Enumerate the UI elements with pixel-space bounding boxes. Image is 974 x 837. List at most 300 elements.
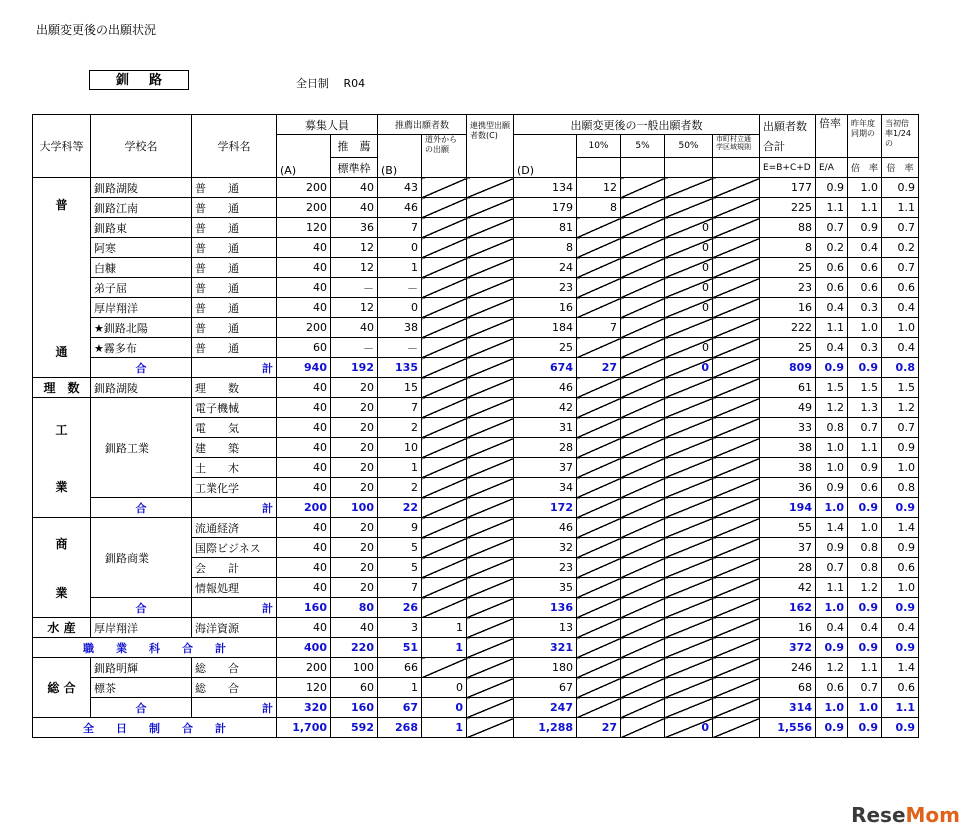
prev-ratio-cell: 0.9 <box>848 498 882 518</box>
dept-name: 会 計 <box>192 558 277 578</box>
table-cell: 22 <box>378 498 422 518</box>
header-p10: 10% <box>577 135 621 158</box>
ratio-cell: 1.0 <box>816 698 848 718</box>
init-ratio-cell: 1.4 <box>882 518 919 538</box>
collab-cell <box>467 238 514 258</box>
p5-cell <box>621 278 665 298</box>
table-cell <box>713 538 760 558</box>
table-cell <box>422 538 467 558</box>
table-cell: 26 <box>378 598 422 618</box>
init-ratio-cell: 0.8 <box>882 358 919 378</box>
subtotal-row <box>33 498 919 518</box>
prev-ratio-cell: 0.6 <box>848 478 882 498</box>
table-row <box>33 258 919 278</box>
table-cell <box>621 378 665 398</box>
category-char: 業 <box>55 479 68 494</box>
total-cell: 225 <box>760 198 816 218</box>
table-cell <box>621 458 665 478</box>
dept-name: 普 通 <box>192 258 277 278</box>
p5-cell <box>621 218 665 238</box>
table-cell: 120 <box>277 678 331 698</box>
table-cell: 40 <box>277 418 331 438</box>
recommend-cell: 40 <box>331 198 378 218</box>
prev-ratio-cell: 1.0 <box>848 518 882 538</box>
dept-name: 普 通 <box>192 198 277 218</box>
table-cell: 1,288 <box>514 718 577 738</box>
subtotal-label: 合 <box>91 358 192 378</box>
header-init-sub: 倍 率 <box>882 158 919 178</box>
table-cell <box>621 358 665 378</box>
table-cell <box>621 678 665 698</box>
ratio-cell: 0.6 <box>816 278 848 298</box>
general-cell: 23 <box>514 278 577 298</box>
recommend-cell: 12 <box>331 238 378 258</box>
ratio-cell: 1.2 <box>816 658 848 678</box>
recommend-cell: 40 <box>331 178 378 198</box>
dept-name: 総 合 <box>192 678 277 698</box>
header-total-formula: E=B+C+D <box>760 158 816 178</box>
table-cell <box>713 698 760 718</box>
table-cell <box>467 598 514 618</box>
table-cell: 32 <box>514 538 577 558</box>
table-cell: 20 <box>331 558 378 578</box>
category-char: 工 <box>55 422 68 437</box>
table-row <box>33 678 919 698</box>
table-cell: 0 <box>665 718 713 738</box>
table-cell: 1 <box>422 618 467 638</box>
table-cell: 20 <box>331 538 378 558</box>
dept-name: 電子機械 <box>192 398 277 418</box>
outside-cell <box>422 178 467 198</box>
init-ratio-cell: 0.9 <box>882 718 919 738</box>
table-cell: 674 <box>514 358 577 378</box>
total-cell: 809 <box>760 358 816 378</box>
region-label: 釧路 <box>89 70 189 90</box>
table-cell <box>422 438 467 458</box>
capacity-cell: 40 <box>277 298 331 318</box>
table-cell: 66 <box>378 658 422 678</box>
table-cell <box>665 438 713 458</box>
dept-name: 普 通 <box>192 298 277 318</box>
capacity-cell: 120 <box>277 218 331 238</box>
capacity-cell: 200 <box>277 198 331 218</box>
table-cell <box>422 558 467 578</box>
table-cell: 10 <box>378 438 422 458</box>
p5-cell <box>621 238 665 258</box>
total-cell: 16 <box>760 298 816 318</box>
prev-ratio-cell: 0.9 <box>848 718 882 738</box>
table-cell <box>665 638 713 658</box>
table-cell: 37 <box>514 458 577 478</box>
category-sogo: 総 合 <box>33 658 91 718</box>
table-cell: 40 <box>331 618 378 638</box>
collab-cell <box>467 218 514 238</box>
table-cell: 5 <box>378 558 422 578</box>
local-cell <box>713 238 760 258</box>
table-cell: 0 <box>422 698 467 718</box>
total-cell: 68 <box>760 678 816 698</box>
dept-name: 普 通 <box>192 278 277 298</box>
p50-cell: 0 <box>665 238 713 258</box>
table-cell: 20 <box>331 438 378 458</box>
init-ratio-cell: 1.4 <box>882 658 919 678</box>
general-cell: 81 <box>514 218 577 238</box>
init-ratio-cell: 1.5 <box>882 378 919 398</box>
header-rec-b: (B) <box>378 135 422 178</box>
table-cell: 51 <box>378 638 422 658</box>
prev-ratio-cell: 1.0 <box>848 698 882 718</box>
table-cell <box>577 518 621 538</box>
table-cell <box>621 638 665 658</box>
general-cell: 24 <box>514 258 577 278</box>
ratio-cell: 1.1 <box>816 198 848 218</box>
table-cell <box>577 438 621 458</box>
table-cell: 20 <box>331 378 378 398</box>
init-ratio-cell: 0.4 <box>882 338 919 358</box>
total-cell: 194 <box>760 498 816 518</box>
ratio-cell: 0.4 <box>816 338 848 358</box>
table-cell <box>713 438 760 458</box>
recommend-cell: － <box>331 338 378 358</box>
table-cell <box>467 398 514 418</box>
prev-ratio-cell: 0.9 <box>848 218 882 238</box>
table-cell <box>577 618 621 638</box>
ratio-cell: 0.9 <box>816 638 848 658</box>
table-cell <box>621 698 665 718</box>
total-cell: 314 <box>760 698 816 718</box>
table-cell: 321 <box>514 638 577 658</box>
category-suisan: 水 産 <box>33 618 91 638</box>
total-cell: 177 <box>760 178 816 198</box>
p5-cell <box>621 298 665 318</box>
prev-ratio-cell: 0.3 <box>848 298 882 318</box>
local-cell <box>713 278 760 298</box>
init-ratio-cell: 0.7 <box>882 258 919 278</box>
table-cell <box>467 558 514 578</box>
dept-name: 土 木 <box>192 458 277 478</box>
prev-ratio-cell: 0.6 <box>848 278 882 298</box>
table-cell: 31 <box>514 418 577 438</box>
table-cell <box>621 498 665 518</box>
table-cell: 135 <box>378 358 422 378</box>
total-cell: 37 <box>760 538 816 558</box>
table-cell <box>713 398 760 418</box>
ratio-cell: 1.0 <box>816 598 848 618</box>
table-cell <box>713 418 760 438</box>
table-cell: 20 <box>331 418 378 438</box>
rec-apps-cell: 1 <box>378 258 422 278</box>
subtotal-label: 合 <box>91 698 192 718</box>
table-cell <box>577 678 621 698</box>
capacity-cell: 200 <box>277 178 331 198</box>
table-cell <box>467 438 514 458</box>
table-cell: 40 <box>277 438 331 458</box>
total-row <box>33 638 919 658</box>
table-cell <box>621 418 665 438</box>
total-cell: 49 <box>760 398 816 418</box>
rec-apps-cell: 7 <box>378 218 422 238</box>
prev-ratio-cell: 0.6 <box>848 258 882 278</box>
school-name: 釧路湖陵 <box>91 178 192 198</box>
dept-name: 工業化学 <box>192 478 277 498</box>
table-cell <box>665 478 713 498</box>
category-char: 普 <box>55 197 68 212</box>
table-cell <box>577 658 621 678</box>
total-cell: 246 <box>760 658 816 678</box>
init-ratio-cell: 0.9 <box>882 498 919 518</box>
ratio-cell: 0.6 <box>816 258 848 278</box>
dept-name: 普 通 <box>192 218 277 238</box>
table-cell <box>665 578 713 598</box>
header-recommend-sub: 標準枠 <box>331 158 378 178</box>
table-cell: 5 <box>378 538 422 558</box>
table-cell: 200 <box>277 498 331 518</box>
school-name: 白糠 <box>91 258 192 278</box>
table-row <box>33 218 919 238</box>
prev-ratio-cell: 0.8 <box>848 538 882 558</box>
table-cell: 9 <box>378 518 422 538</box>
init-ratio-cell: 0.9 <box>882 178 919 198</box>
dept-name: 理 数 <box>192 378 277 398</box>
table-cell <box>577 478 621 498</box>
subhead: 全日制 R04 <box>296 77 366 90</box>
table-cell <box>665 558 713 578</box>
total-cell: 16 <box>760 618 816 638</box>
ratio-cell: 0.4 <box>816 618 848 638</box>
prev-ratio-cell: 0.3 <box>848 338 882 358</box>
table-cell: 2 <box>378 478 422 498</box>
table-cell: 40 <box>277 478 331 498</box>
table-cell: 40 <box>277 558 331 578</box>
school-name: 阿寒 <box>91 238 192 258</box>
init-ratio-cell: 0.4 <box>882 298 919 318</box>
school-name: 標茶 <box>91 678 192 698</box>
table-cell: 172 <box>514 498 577 518</box>
table-row <box>33 298 919 318</box>
header-outside: 道外からの出願 <box>422 135 467 178</box>
table-cell <box>467 418 514 438</box>
general-cell: 134 <box>514 178 577 198</box>
header-recommend: 推 薦 <box>331 135 378 158</box>
local-cell <box>713 338 760 358</box>
school-name: ★釧路北陽 <box>91 318 192 338</box>
collab-cell <box>467 178 514 198</box>
table-cell: 20 <box>331 518 378 538</box>
subtotal-row <box>33 698 919 718</box>
table-row <box>33 658 919 678</box>
table-cell: 20 <box>331 478 378 498</box>
p50-cell <box>665 198 713 218</box>
total-cell: 61 <box>760 378 816 398</box>
rec-apps-cell: 0 <box>378 238 422 258</box>
table-cell <box>665 598 713 618</box>
table-cell <box>467 618 514 638</box>
init-ratio-cell: 0.6 <box>882 558 919 578</box>
header-rec-apps: 推薦出願者数 <box>378 115 467 135</box>
header-init: 当初倍率1/24 の <box>882 115 919 158</box>
recommend-cell: 12 <box>331 298 378 318</box>
table-cell <box>665 658 713 678</box>
table-cell: 27 <box>577 358 621 378</box>
prev-ratio-cell: 0.4 <box>848 238 882 258</box>
ratio-cell: 1.0 <box>816 458 848 478</box>
table-cell <box>577 558 621 578</box>
table-cell <box>467 458 514 478</box>
table-cell <box>467 538 514 558</box>
p10-cell: 8 <box>577 198 621 218</box>
rec-apps-cell: － <box>378 338 422 358</box>
prev-ratio-cell: 0.7 <box>848 678 882 698</box>
ratio-cell: 1.2 <box>816 398 848 418</box>
table-cell <box>713 478 760 498</box>
table-cell <box>577 598 621 618</box>
header-capacity-a: (A) <box>277 135 331 178</box>
table-cell <box>713 678 760 698</box>
capacity-cell: 40 <box>277 258 331 278</box>
prev-ratio-cell: 1.1 <box>848 198 882 218</box>
table-row <box>33 338 919 358</box>
outside-cell <box>422 298 467 318</box>
p10-cell <box>577 218 621 238</box>
table-cell: 100 <box>331 658 378 678</box>
table-cell: 13 <box>514 618 577 638</box>
header-ratio-formula: E/A <box>816 158 848 178</box>
general-cell: 184 <box>514 318 577 338</box>
table-cell <box>665 618 713 638</box>
total-cell: 38 <box>760 438 816 458</box>
table-cell <box>713 618 760 638</box>
init-ratio-cell: 0.7 <box>882 418 919 438</box>
ratio-cell: 1.0 <box>816 438 848 458</box>
table-cell <box>467 658 514 678</box>
table-cell <box>422 398 467 418</box>
general-cell: 8 <box>514 238 577 258</box>
p5-cell <box>621 198 665 218</box>
subtotal-label: 計 <box>192 698 277 718</box>
table-cell <box>713 718 760 738</box>
recommend-cell: － <box>331 278 378 298</box>
table-cell: 27 <box>577 718 621 738</box>
table-cell <box>467 358 514 378</box>
table-row <box>33 278 919 298</box>
table-cell <box>467 378 514 398</box>
table-cell: 160 <box>331 698 378 718</box>
category-char: 業 <box>55 585 68 600</box>
dept-name: 普 通 <box>192 178 277 198</box>
category-risu: 理 数 <box>33 378 91 398</box>
table-cell <box>577 538 621 558</box>
header-dept: 学科名 <box>192 115 277 178</box>
dept-name: 総 合 <box>192 658 277 678</box>
header-total: 出願者数合計 <box>760 115 816 158</box>
application-table <box>32 114 919 738</box>
ratio-cell: 1.1 <box>816 578 848 598</box>
ratio-cell: 0.7 <box>816 558 848 578</box>
subtotal-label: 計 <box>192 358 277 378</box>
total-cell: 222 <box>760 318 816 338</box>
table-cell: 80 <box>331 598 378 618</box>
table-cell <box>422 378 467 398</box>
table-cell <box>621 598 665 618</box>
outside-cell <box>422 258 467 278</box>
table-cell <box>467 498 514 518</box>
table-cell <box>665 458 713 478</box>
table-cell: 1 <box>422 718 467 738</box>
category-kogyo <box>33 398 91 518</box>
ratio-cell: 0.7 <box>816 218 848 238</box>
table-cell <box>422 518 467 538</box>
dept-name: 国際ビジネス <box>192 538 277 558</box>
dept-name: 情報処理 <box>192 578 277 598</box>
init-ratio-cell: 1.1 <box>882 698 919 718</box>
table-cell <box>621 558 665 578</box>
table-cell <box>713 378 760 398</box>
total-cell: 55 <box>760 518 816 538</box>
table-cell: 220 <box>331 638 378 658</box>
table-cell: 247 <box>514 698 577 718</box>
prev-ratio-cell: 1.5 <box>848 378 882 398</box>
ratio-cell: 0.9 <box>816 358 848 378</box>
capacity-cell: 40 <box>277 238 331 258</box>
p10-cell: 7 <box>577 318 621 338</box>
table-cell <box>665 698 713 718</box>
table-row <box>33 238 919 258</box>
init-ratio-cell: 0.6 <box>882 678 919 698</box>
table-cell <box>713 598 760 618</box>
table-cell <box>422 598 467 618</box>
ratio-cell: 1.1 <box>816 318 848 338</box>
init-ratio-cell: 0.9 <box>882 438 919 458</box>
rec-apps-cell: 38 <box>378 318 422 338</box>
collab-cell <box>467 198 514 218</box>
header-ratio: 倍率 <box>816 115 848 158</box>
school-name: 弟子屈 <box>91 278 192 298</box>
prev-ratio-cell: 1.0 <box>848 178 882 198</box>
recommend-cell: 36 <box>331 218 378 238</box>
table-cell: 40 <box>277 518 331 538</box>
grand-total-label: 全 日 制 合 計 <box>33 718 277 738</box>
table-cell <box>577 398 621 418</box>
prev-ratio-cell: 1.1 <box>848 438 882 458</box>
subtotal-label: 計 <box>192 598 277 618</box>
table-cell: 136 <box>514 598 577 618</box>
total-cell: 38 <box>760 458 816 478</box>
table-cell <box>621 398 665 418</box>
total-cell: 88 <box>760 218 816 238</box>
table-cell: 3 <box>378 618 422 638</box>
outside-cell <box>422 218 467 238</box>
table-cell <box>621 618 665 638</box>
init-ratio-cell: 0.2 <box>882 238 919 258</box>
table-cell: 40 <box>277 378 331 398</box>
table-cell <box>577 578 621 598</box>
init-ratio-cell: 1.0 <box>882 578 919 598</box>
table-cell <box>621 538 665 558</box>
category-char: 通 <box>55 344 68 359</box>
prev-ratio-cell: 0.7 <box>848 418 882 438</box>
ratio-cell: 0.9 <box>816 538 848 558</box>
school-name: 釧路湖陵 <box>91 378 192 398</box>
table-cell <box>621 578 665 598</box>
dept-name: 普 通 <box>192 338 277 358</box>
init-ratio-cell: 1.1 <box>882 198 919 218</box>
table-cell: 2 <box>378 418 422 438</box>
prev-ratio-cell: 0.9 <box>848 598 882 618</box>
ratio-cell: 0.2 <box>816 238 848 258</box>
ratio-cell: 0.9 <box>816 718 848 738</box>
table-cell <box>422 418 467 438</box>
table-cell: 400 <box>277 638 331 658</box>
